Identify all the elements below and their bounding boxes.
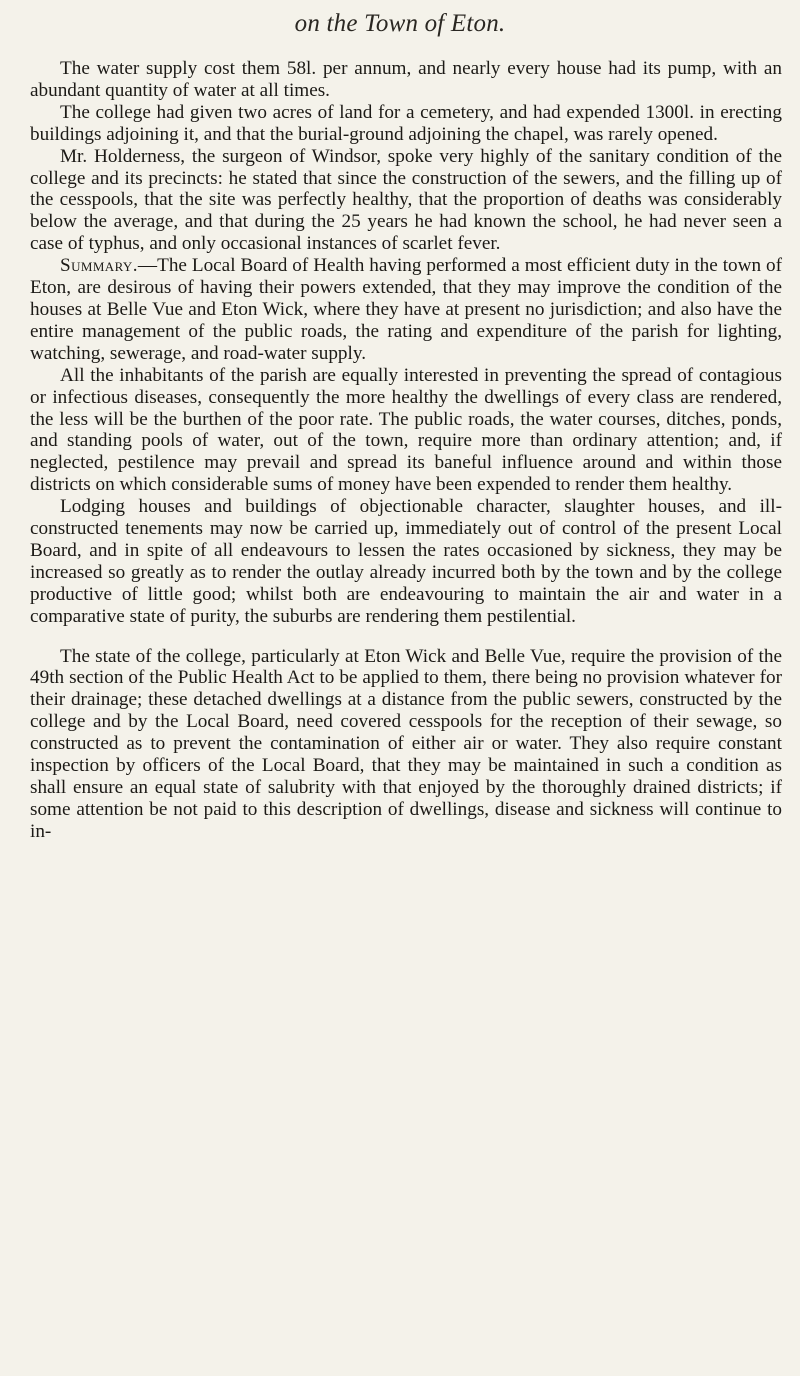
paragraph-water-supply: The water supply cost them 58l. per annum, and nearly every house had its pump, with an abundant quantity of water at all times. bbox=[30, 58, 782, 101]
body-text bbox=[30, 58, 782, 843]
paragraph-state-of-college: The state of the college, particularly at Eton Wick and Belle Vue, require the provision of the 49th section of the Public Health Act to be applied to them, there being no provision whatever for their drainage; these detached dwellings at a distance from the public sewers, constructed by the college and by the Local Board, need covered cesspools for the reception of their sewage, so constructed as to prevent the contamination of either air or water. They also require constant inspection by officers of the Local Board, that they may be maintained in such a condition as shall ensure an equal state of salubrity with that enjoyed by the thoroughly drained districts; if some attention be not paid to this description of dwellings, disease and sickness will continue to in- bbox=[30, 645, 782, 842]
summary-lead: Summary. bbox=[60, 255, 138, 277]
paragraph-inhabitants: All the inhabitants of the parish are equally interested in preventing the spread of contagious or infectious diseases, consequently the more healthy the dwellings of every class are rendered, the less will be the burthen of the poor rate. The public roads, the water courses, ditches, ponds, and standing pools of water, out of the town, require more than ordinary attention; and, if neglected, pestilence may prevail and spread its baneful influence around and within those districts on which considerable sums of money have been expended to render them healthy. bbox=[30, 364, 782, 496]
paragraph-summary bbox=[30, 255, 782, 365]
paragraph-cemetery: The college had given two acres of land for a cemetery, and had expended 1300l. in erecting buildings adjoining it, and that the burial-ground adjoining the chapel, was rarely opened. bbox=[30, 101, 782, 145]
paragraph-lodging-houses: Lodging houses and buildings of objectionable character, slaughter houses, and ill-constructed tenements may now be carried up, immediately out of control of the present Local Board, and in spite of all endeavours to lessen the rates occasioned by sickness, they may be increased so greatly as to render the outlay already incurred both by the town and by the college productive of little good; whilst both are endeavouring to maintain the air and water in a comparative state of purity, the suburbs are rendering them pestilential. bbox=[30, 496, 782, 627]
summary-text: —The Local Board of Health having performed a most efficient duty in the town of Eton, are desirous of having their powers extended, that they may improve the condition of the houses at Belle Vue and Eton Wick, where they have at present no jurisdiction; and also have the entire management of the public roads, the rating and expenditure of the parish for lighting, watching, sewerage, and road-water supply. bbox=[30, 255, 782, 364]
running-head: on the Town of Eton. bbox=[294, 10, 506, 37]
paragraph-holderness: Mr. Holderness, the surgeon of Windsor, spoke very highly of the sanitary condition of the college and its precincts: he stated that since the construction of the sewers, and the filling up of the cesspools, that the site was perfectly healthy, that the proportion of deaths was considerably below the average, and that during the 25 years he had known the school, he had never seen a case of typhus, and only occasional instances of scarlet fever. bbox=[30, 145, 782, 255]
